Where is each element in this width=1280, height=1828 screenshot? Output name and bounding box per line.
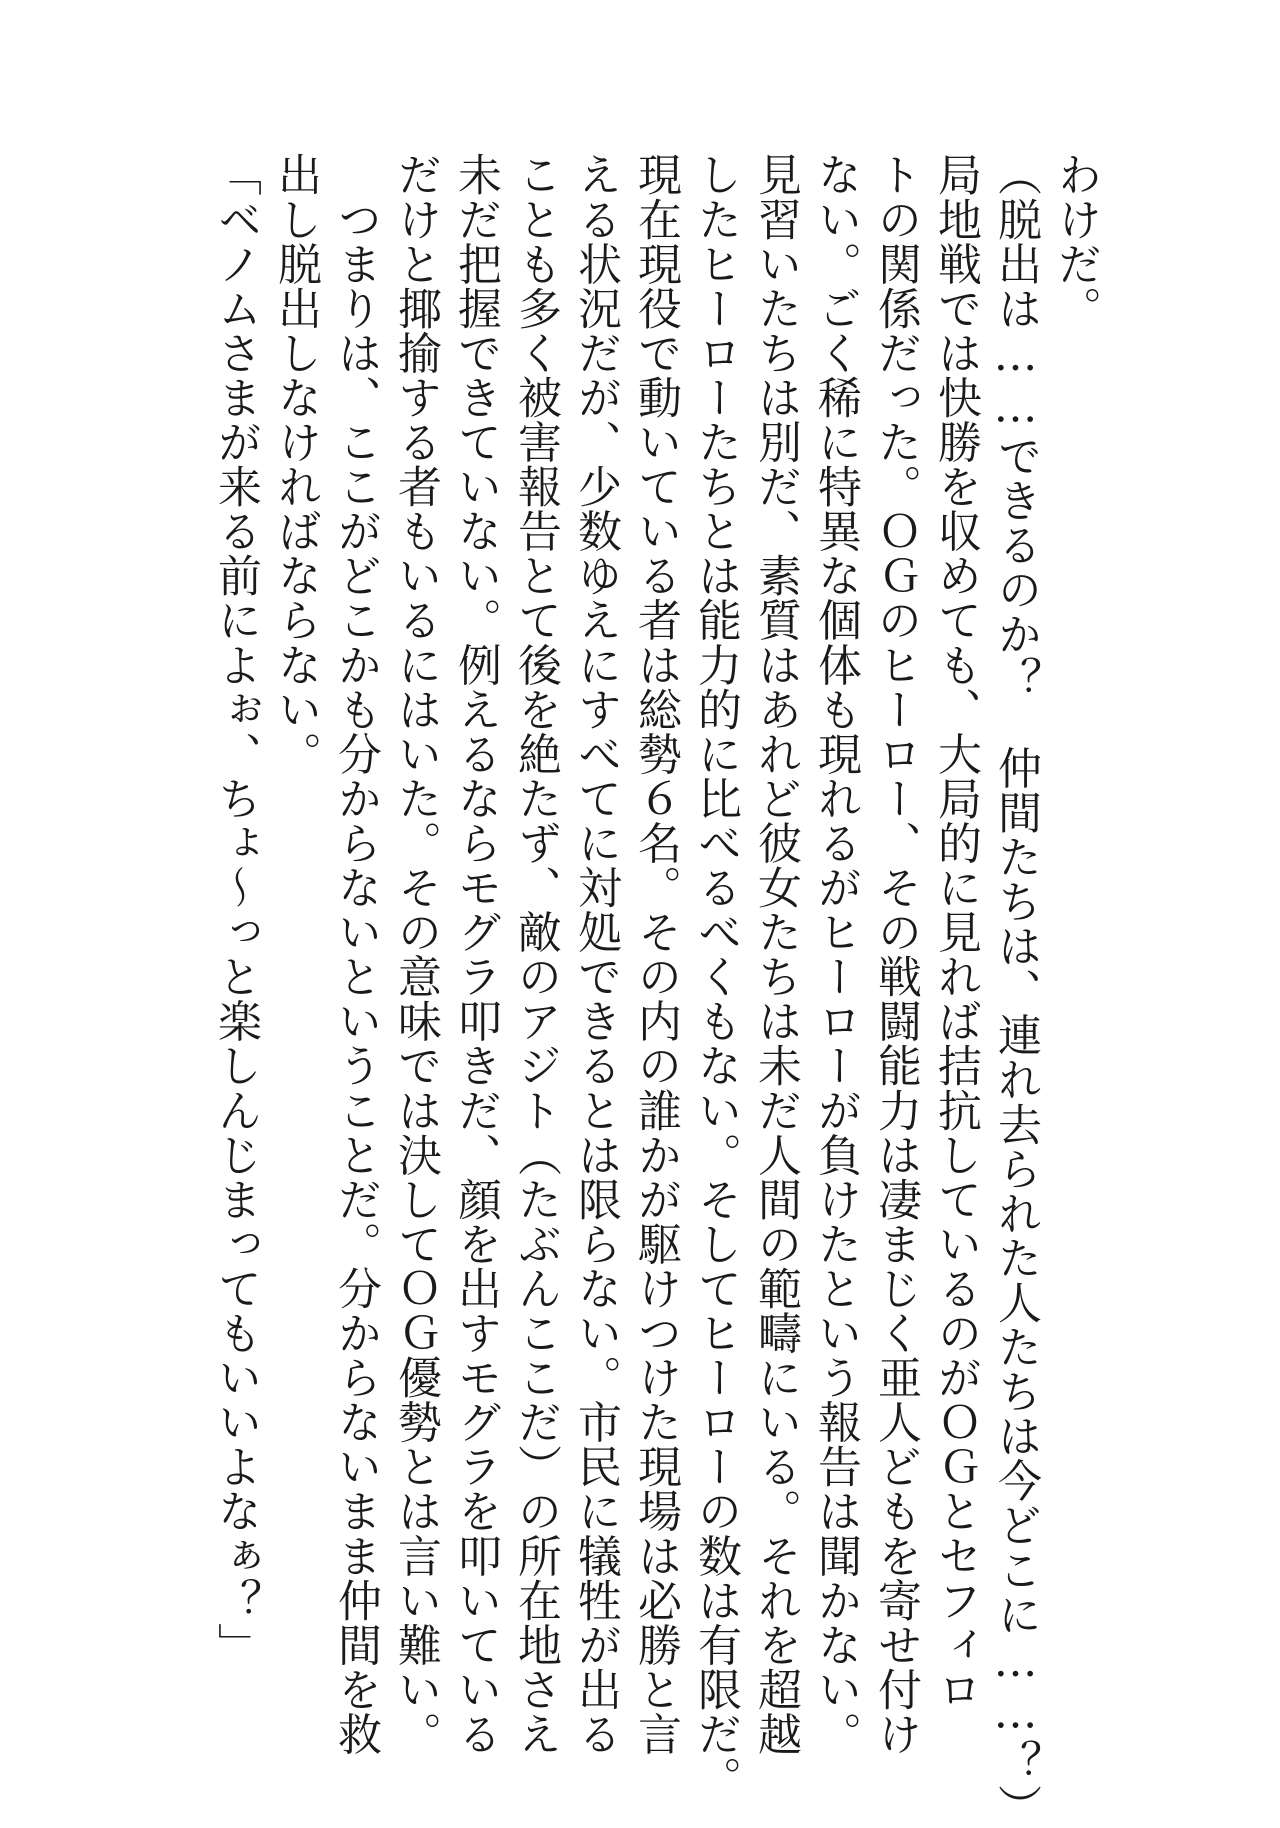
text-line: 局地戦では快勝を収めても、大局的に見れば拮抗しているのがＯＧとセフィロ [930,152,981,1712]
text-line: 現在現役で動いている者は総勢６名。その内の誰かが駆けつけた現場は必勝と言 [630,152,681,1756]
text-line: 見習いたちは別だ、素質はあれど彼女たちは未だ人間の範疇にいる。それを超越 [750,152,801,1756]
text-line: える状況だが、少数ゆえにすべてに対処できるとは限らない。市民に犠牲が出る [570,152,621,1756]
text-line: （脱出は……できるのか？ 仲間たちは、連れ去られた人たちは今どこに……？） [990,152,1041,1828]
text-line: トの関係だった。ＯＧのヒーロー、その戦闘能力は凄まじく亜人どもを寄せ付け [870,152,921,1756]
text-line: したヒーローたちとは能力的に比べるべくもない。そしてヒーローの数は有限だ。 [690,152,741,1801]
text-line: だけと揶揄する者もいるにはいた。その意味では決してＯＧ優勢とは言い難い。 [390,152,441,1756]
text-line: ことも多く被害報告とて後を絶たず、敵のアジト（たぶんここだ）の所在地さえ [510,152,561,1756]
text-line: 「ベノムさまが来る前によぉ、ちょ〜っと楽しんじまってもいいよなぁ？」 [210,152,261,1667]
text-line: 出し脱出しなければならない。 [270,152,321,776]
text-line: 未だ把握できていない。例えるならモグラ叩きだ、顔を出すモグラを叩いている [450,152,501,1756]
text-line: ない。ごく稀に特異な個体も現れるがヒーローが負けたという報告は聞かない。 [810,152,861,1756]
text-line: つまりは、ここがどこかも分からないということだ。分からないまま仲間を救 [330,152,381,1756]
vertical-text-block [210,152,1101,1828]
text-line: わけだ。 [1050,152,1101,331]
